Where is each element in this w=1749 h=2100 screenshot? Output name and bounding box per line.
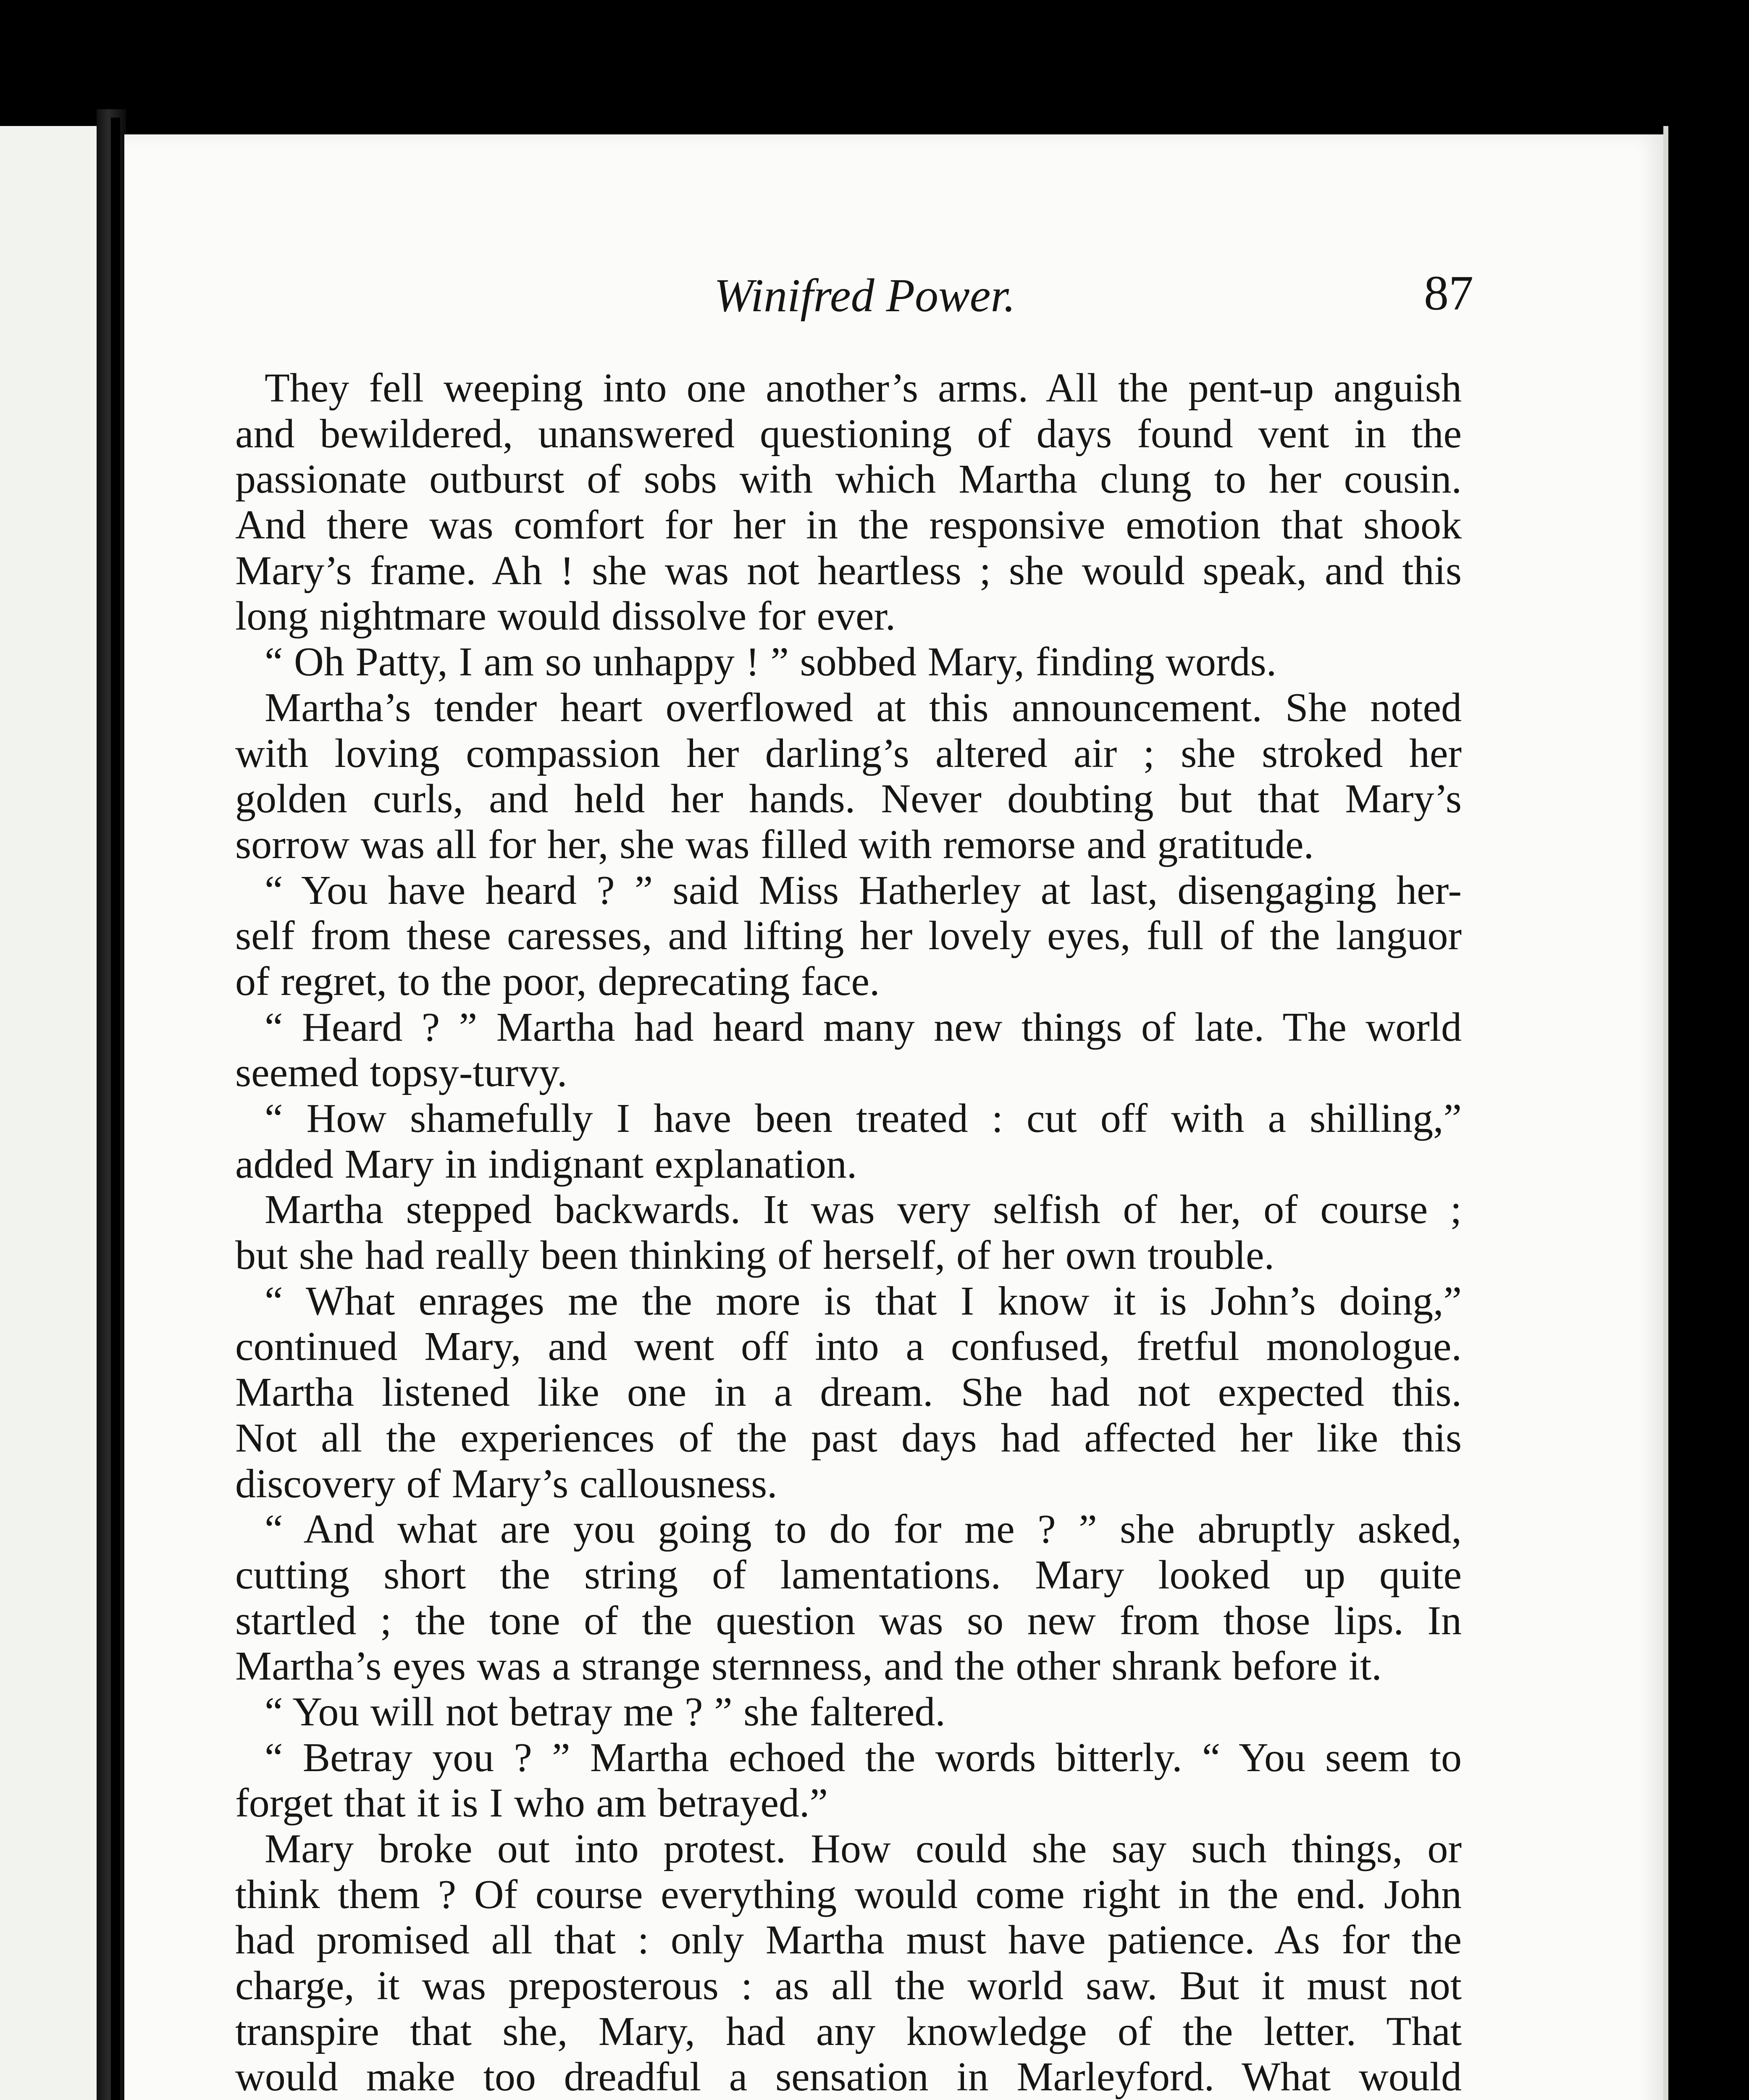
text-line: Mary’s frame. Ah ! she was not heartless ; she would speak, and this — [235, 548, 1462, 593]
text-line: Mary broke out into protest. How could she say such things, or — [265, 1826, 1462, 1872]
text-line: and bewildered, unanswered questioning of days found vent in the — [235, 411, 1462, 457]
text-line: but she had really been thinking of herself, of her own trouble. — [235, 1233, 1275, 1278]
running-head: Winifred Power. — [714, 270, 1016, 322]
text-line: And there was comfort for her in the responsive emotion that shook — [235, 502, 1462, 548]
facing-page-edge — [0, 126, 97, 2100]
text-line: Martha’s tender heart overflowed at this announcement. She noted — [265, 685, 1462, 730]
text-line: think them ? Of course everything would come right in the end. John — [235, 1872, 1462, 1917]
text-line: “ Betray you ? ” Martha echoed the words bitterly. “ You seem to — [265, 1735, 1462, 1780]
text-line: “ How shamefully I have been treated : cut off with a shilling,” — [265, 1096, 1462, 1141]
text-line: Martha’s eyes was a strange sternness, and the other shrank before it. — [235, 1643, 1382, 1689]
text-line: cutting short the string of lamentations. Mary looked up quite — [235, 1552, 1462, 1598]
text-line: added Mary in indignant explanation. — [235, 1141, 857, 1187]
text-line: forget that it is I who am betrayed.” — [235, 1780, 828, 1826]
text-line: golden curls, and held her hands. Never doubting but that Mary’s — [235, 776, 1462, 822]
text-line: “ What enrages me the more is that I know it is John’s doing,” — [265, 1278, 1462, 1324]
text-line: Martha stepped backwards. It was very selfish of her, of course ; — [265, 1187, 1462, 1233]
text-line: passionate outburst of sobs with which Martha clung to her cousin. — [235, 457, 1462, 502]
text-line: continued Mary, and went off into a confused, fretful monologue. — [235, 1324, 1462, 1370]
text-line: had promised all that : only Martha must have patience. As for the — [235, 1917, 1462, 1963]
text-line: discovery of Mary’s callousness. — [235, 1461, 777, 1507]
text-line: seemed topsy-turvy. — [235, 1050, 567, 1096]
text-line: sorrow was all for her, she was filled with remorse and gratitude. — [235, 822, 1314, 867]
text-line: “ You have heard ? ” said Miss Hatherley at last, disengaging her- — [265, 867, 1462, 913]
text-line: charge, it was preposterous : as all the world saw. But it must not — [235, 1963, 1462, 2009]
book-gutter — [111, 118, 120, 2100]
text-line: “ You will not betray me ? ” she faltered. — [265, 1689, 945, 1735]
text-line: transpire that she, Mary, had any knowledge of the letter. That — [235, 2008, 1462, 2054]
text-line: They fell weeping into one another’s arms. All the pent-up anguish — [265, 365, 1462, 411]
text-line: long nightmare would dissolve for ever. — [235, 593, 896, 639]
text-line: of regret, to the poor, deprecating face. — [235, 958, 880, 1004]
page-edge — [1663, 126, 1668, 2100]
text-line: startled ; the tone of the question was so new from those lips. In — [235, 1598, 1462, 1643]
text-line: with loving compassion her darling’s altered air ; she stroked her — [235, 730, 1462, 776]
body-text — [235, 365, 1462, 2100]
text-line: “ And what are you going to do for me ? ” she abruptly asked, — [265, 1507, 1462, 1552]
text-line: “ Heard ? ” Martha had heard many new things of late. The world — [265, 1004, 1462, 1050]
text-line: would make too dreadful a sensation in Marleyford. What would — [235, 2054, 1462, 2100]
text-line: Martha listened like one in a dream. She had not expected this. — [235, 1370, 1462, 1415]
text-line: “ Oh Patty, I am so unhappy ! ” sobbed Mary, finding words. — [265, 639, 1277, 685]
page-number: 87 — [1424, 265, 1473, 320]
text-line: self from these caresses, and lifting her lovely eyes, full of the languor — [235, 913, 1462, 959]
text-line: Not all the experiences of the past days had affected her like this — [235, 1415, 1462, 1461]
